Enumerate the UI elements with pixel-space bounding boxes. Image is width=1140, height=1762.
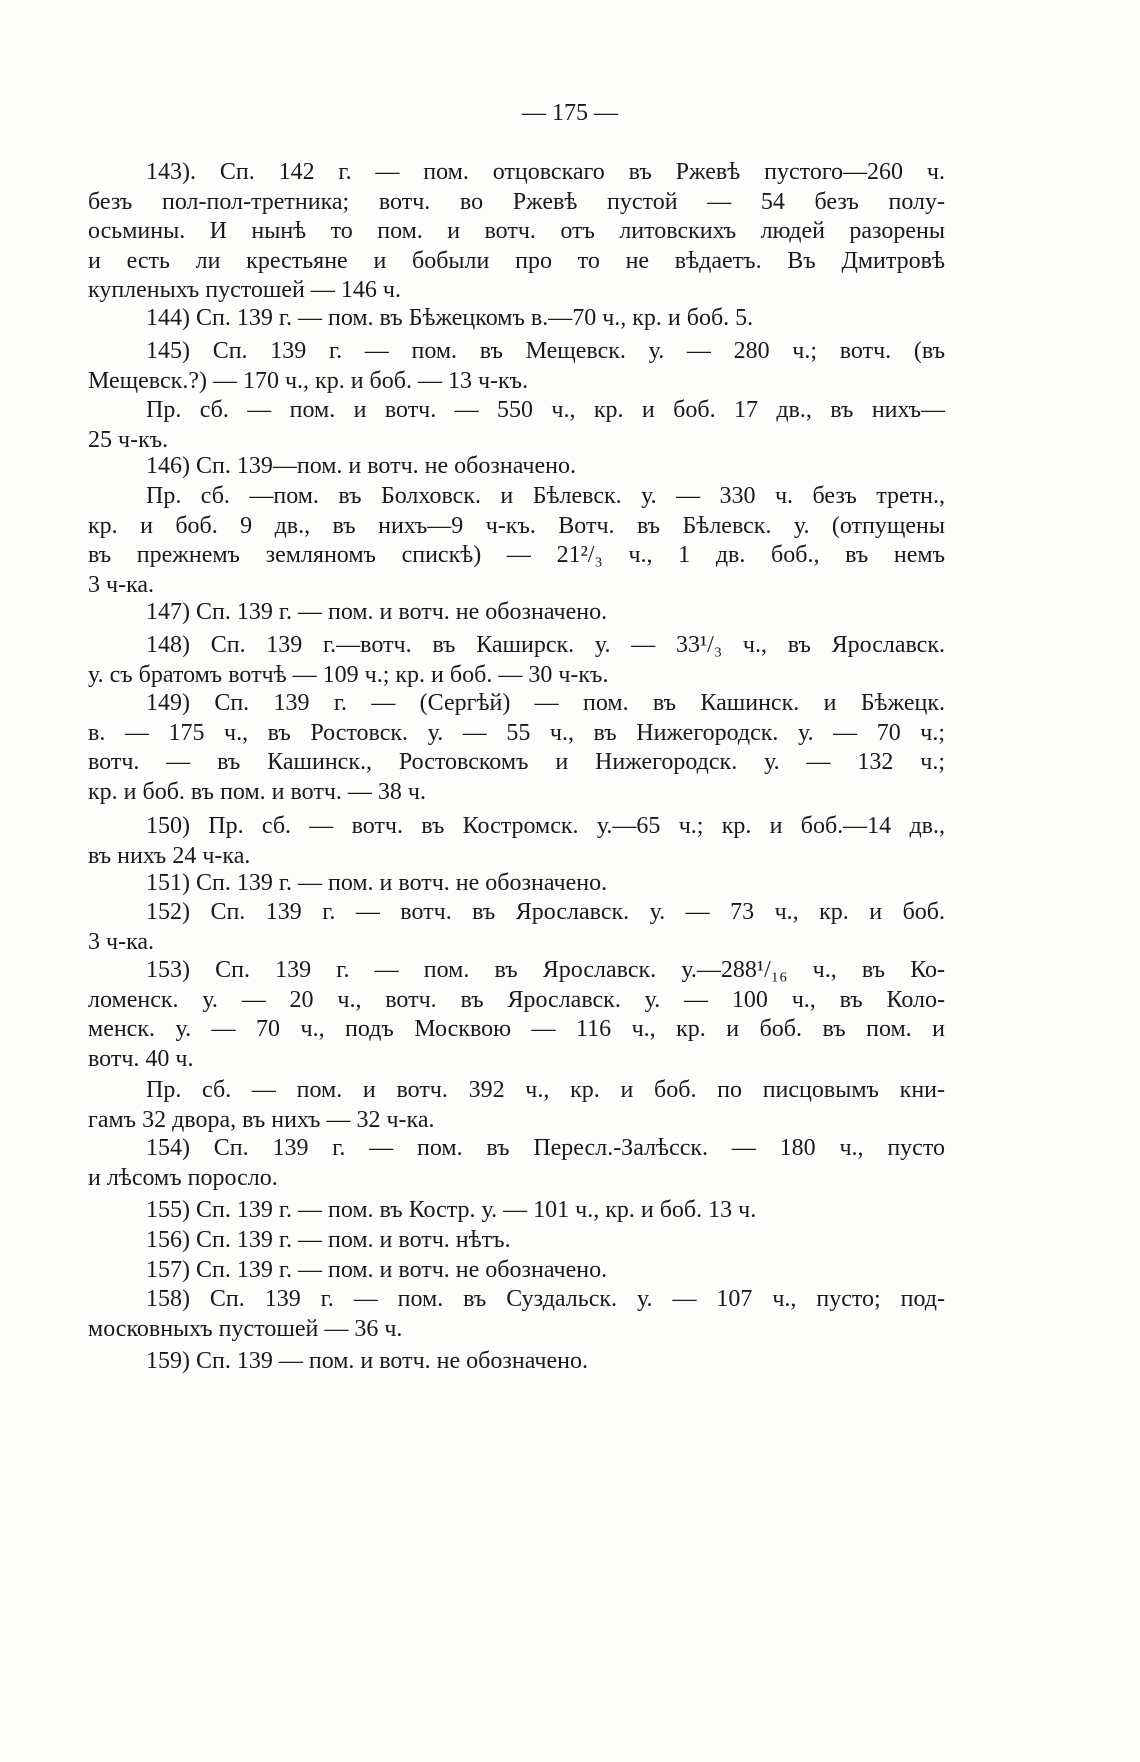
paragraph [88,812,945,871]
paragraph [88,631,945,690]
text-line: 155) Сп. 139 г. — пом. въ Костр. у. — 101 ч., кр. и боб. 13 ч. [146,1197,757,1223]
text-line: 143). Сп. 142 г. — пом. отцовскаго въ Ржевѣ пустого—260 ч. [146,159,945,185]
text-line: 145) Сп. 139 г. — пом. въ Мещевск. у. — 280 ч.; вотч. (въ [146,338,945,364]
text-line: 25 ч-къ. [88,426,169,453]
text-line: Пр. сб. — пом. и вотч. 392 ч., кр. и боб. по писцовымъ кни- [146,1077,945,1103]
text-line: 151) Сп. 139 г. — пом. и вотч. не обозначено. [146,870,608,896]
paragraph [88,689,945,807]
text-line: ломенск. у. — 20 ч., вотч. въ Ярославск. у. — 100 ч., въ Коло- [88,986,945,1013]
paragraph [88,1196,945,1226]
text-line: 158) Сп. 139 г. — пом. въ Суздальск. у. — 107 ч., пусто; под- [146,1286,945,1312]
paragraph [88,1256,945,1286]
text-line: 3 ч-ка. [88,571,155,598]
paragraph [88,452,945,482]
text-line: 159) Сп. 139 — пом. и вотч. не обозначено. [146,1348,588,1374]
paragraph [88,869,945,899]
paragraph [88,1076,945,1135]
text-line: 147) Сп. 139 г. — пом. и вотч. не обозначено. [146,599,608,625]
text-line: кр. и боб. въ пом. и вотч. — 38 ч. [88,778,426,805]
paragraph [88,482,945,600]
text-line: 144) Сп. 139 г. — пом. въ Бѣжецкомъ в.—70 ч., кр. и боб. 5. [146,305,754,331]
text-line: безъ пол-пол-третника; вотч. во Ржевѣ пустой — 54 безъ полу- [88,188,945,215]
text-line: в. — 175 ч., въ Ростовск. у. — 55 ч., въ Нижегородск. у. — 70 ч.; [88,719,945,746]
text-line: Пр. сб. —пом. въ Болховск. и Бѣлевск. у. — 330 ч. безъ третн., [146,483,945,509]
text-line: московныхъ пустошей — 36 ч. [88,1315,403,1342]
paragraph [88,956,945,1074]
paragraph [88,598,945,628]
text-line: Пр. сб. — пом. и вотч. — 550 ч., кр. и боб. 17 дв., въ нихъ— [146,397,945,423]
text-line: у. съ братомъ вотчѣ — 109 ч.; кр. и боб. — 30 ч-къ. [88,661,609,688]
text-line: и есть ли крестьяне и бобыли про то не вѣдаетъ. Въ Дмитровѣ [88,247,945,274]
paragraph [88,1226,945,1256]
text-line: кр. и боб. 9 дв., въ нихъ—9 ч-къ. Вотч. въ Бѣлевск. у. (отпущены [88,512,945,539]
paragraph [88,158,945,306]
paragraph [88,1134,945,1193]
text-line: вотч. — въ Кашинск., Ростовскомъ и Нижегородск. у. — 132 ч.; [88,749,945,775]
text-line: купленыхъ пустошей — 146 ч. [88,277,401,303]
paragraph [88,304,945,334]
paragraph [88,1285,945,1344]
text-line: 149) Сп. 139 г. — (Сергѣй) — пом. въ Кашинск. и Бѣжецк. [146,690,945,716]
text-line: вотч. 40 ч. [88,1045,194,1072]
text-line: 148) Сп. 139 г.—вотч. въ Каширск. у. — 33¹/₃ ч., въ Ярославск. [146,632,945,658]
text-line: 146) Сп. 139—пом. и вотч. не обозначено. [146,453,576,479]
text-line: Мещевск.?) — 170 ч., кр. и боб. — 13 ч-къ. [88,367,529,394]
paragraph [88,898,945,957]
text-line: менск. у. — 70 ч., подъ Москвою — 116 ч., кр. и боб. въ пом. и [88,1016,945,1042]
text-line: 154) Сп. 139 г. — пом. въ Пересл.-Залѣсск. — 180 ч., пусто [146,1135,945,1161]
text-line: 152) Сп. 139 г. — вотч. въ Ярославск. у. — 73 ч., кр. и боб. [146,899,945,925]
text-line: 150) Пр. сб. — вотч. въ Костромск. у.—65 ч.; кр. и боб.—14 дв., [146,813,945,839]
paragraph [88,396,945,455]
text-line: гамъ 32 двора, въ нихъ — 32 ч-ка. [88,1106,435,1133]
text-line: 157) Сп. 139 г. — пом. и вотч. не обозначено. [146,1257,608,1283]
text-line: 153) Сп. 139 г. — пом. въ Ярославск. у.—288¹/₁₆ ч., въ Ко- [146,957,945,983]
paragraph [88,337,945,396]
text-line: осьмины. И нынѣ то пом. и вотч. отъ литовскихъ людей разорены [88,218,945,244]
text-line: 3 ч-ка. [88,928,155,955]
text-line: въ прежнемъ земляномъ спискѣ) — 21²/₃ ч., 1 дв. боб., въ немъ [88,542,945,568]
text-line: 156) Сп. 139 г. — пом. и вотч. нѣтъ. [146,1227,511,1253]
page-number: — 175 — [522,100,618,126]
paragraph [88,1347,945,1377]
text-line: въ нихъ 24 ч-ка. [88,842,251,869]
text-line: и лѣсомъ поросло. [88,1164,278,1191]
